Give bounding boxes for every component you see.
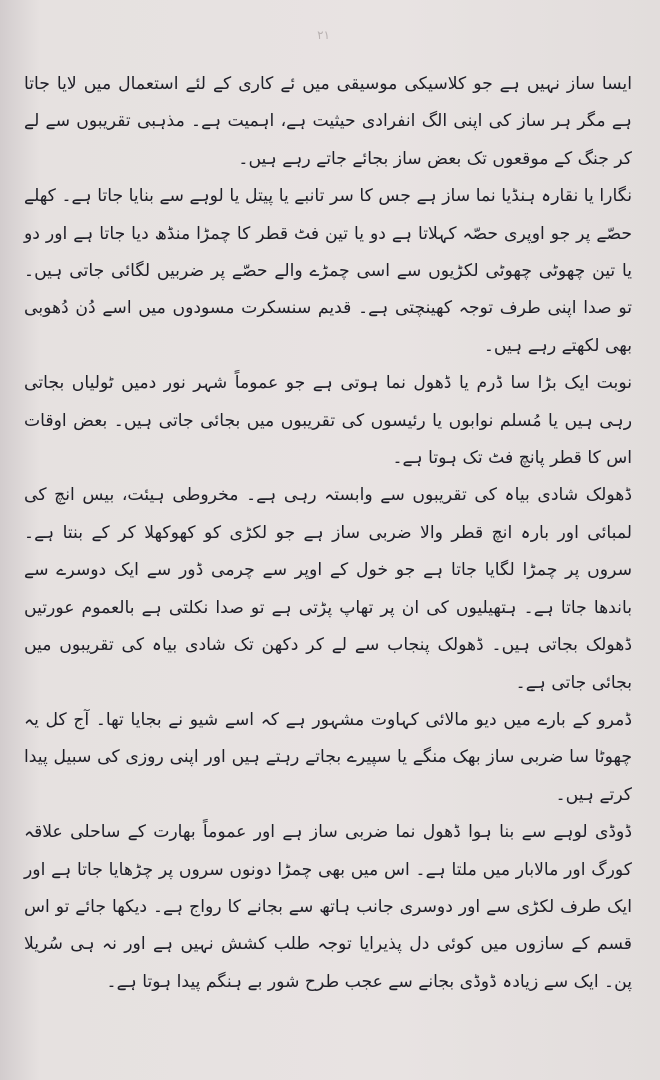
paragraph-nagara: نگارا یا نقارہ ہنڈیا نما ساز ہے جس کا سر تانبے یا پیتل یا لوہے سے بنایا جاتا ہے۔ کھلے حصّے پر جو اوپری حصّہ کہلاتا ہے دو یا تین فٹ قطر کا چمڑا منڈھ دیا جاتا ہے اور دو یا تین چھوٹی چھوٹی لکڑیوں سے اسی چمڑے والے حصّے پر ضربیں لگائی جاتی ہیں۔ تو صدا اپنی طرف توجہ کھینچتی ہے۔ قدیم سنسکرت مسودوں میں اسے دُن دُھوبی بھی لکھتے رہے ہیں۔ xyxy=(24,186,632,356)
paragraph-naubat: نوبت ایک بڑا سا ڈرم یا ڈھول نما ہوتی ہے جو عموماً شہر نور دمیں ٹولیاں بجاتی رہی ہیں یا مُسلم نوابوں یا رئیسوں کی تقریبوں میں بجائی جاتی ہیں۔ بعض اوقات اس کا قطر پانچ فٹ تک ہوتا ہے۔ xyxy=(24,373,632,469)
paragraph-damru: ڈمرو کے بارے میں دیو مالائی کہاوت مشہور ہے کہ اسے شیو نے بجایا تھا۔ آج کل یہ چھوٹا سا ضربی ساز بھک منگے یا سپیرے بجاتے رہتے ہیں اور اپنی روزی کی سبیل پیدا کرتے ہیں۔ xyxy=(24,709,632,805)
paragraph-dholak: ڈھولک شادی بیاہ کی تقریبوں سے وابستہ رہی ہے۔ مخروطی ہیئت، بیس انچ کی لمبائی اور بارہ انچ قطر والا ضربی ساز ہے جو لکڑی کو کھوکھلا کر کے بنتا ہے۔ سروں پر چمڑا لگایا جاتا ہے جو خول کے اوپر سے چرمی ڈور سے ایک دوسرے سے باندھا جاتا ہے۔ ہتھیلیوں کی ان پر تھاپ پڑتی ہے تو صدا نکلتی ہے بالعموم عورتیں ڈھولک بجاتی ہیں۔ ڈھولک پنجاب سے لے کر دکھن تک شادی بیاہ کی تقریبوں میں بجائی جاتی ہے۔ xyxy=(24,485,632,693)
body-text xyxy=(24,66,632,1001)
page-number: ۲۱ xyxy=(317,28,330,42)
paragraph-intro: ایسا ساز نہیں ہے جو کلاسیکی موسیقی میں ئے کاری کے لئے استعمال میں لایا جاتا ہے مگر ہر ساز کی اپنی الگ انفرادی حیثیت ہے، اہمیت ہے۔ مذہبی تقریبوں سے لے کر جنگ کے موقعوں تک بعض ساز بجائے جاتے رہے ہیں۔ xyxy=(24,74,632,169)
paragraph-doddi: ڈوڈی لوہے سے بنا ہوا ڈھول نما ضربی ساز ہے اور عموماً بھارت کے ساحلی علاقہ کورگ اور مالابار میں ملتا ہے۔ اس میں بھی چمڑا دونوں سروں پر چڑھایا جاتا ہے اور ایک طرف لکڑی سے اور دوسری جانب ہاتھ سے بجانے کا رواج ہے۔ دیکھا جائے تو اس قسم کے سازوں میں کوئی دل پذیرایا توجہ طلب کشش نہیں ہے اور نہ ہی سُریلا پن۔ ایک سے زیادہ ڈوڈی بجانے سے عجب طرح شور بے ہنگم پیدا ہوتا ہے۔ xyxy=(24,822,632,992)
